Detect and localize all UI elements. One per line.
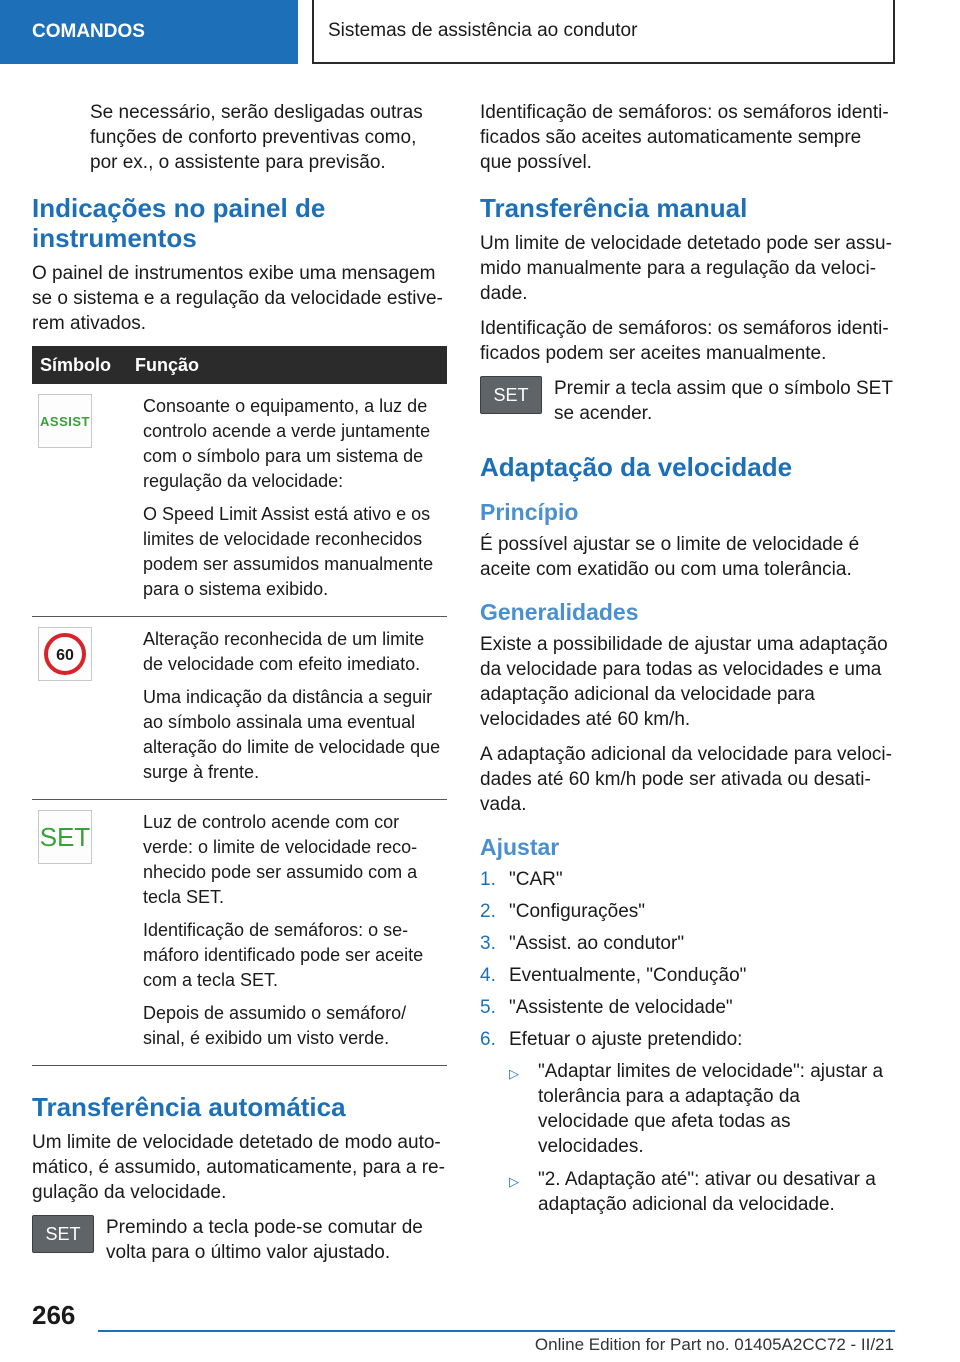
general-paragraph: Existe a possibilidade de ajustar uma adaptação da velocidade para todas as velocidades e uma adaptação adicional da velocidade para velocidades até 60 km/h. [480,634,888,730]
step-text: "Assistente de velocidade" [509,997,733,1018]
assist-indicator-icon [38,394,92,448]
sub-step-text: "Adaptar limites de velocidade": ajustar a tolerância para a adaptação da velocidade que afeta todas as velocidades. [538,1061,884,1157]
heading-adjust: Ajustar [480,834,560,860]
general-paragraph: A adaptação adicional da velocidade para velocidades até 60 km/h pode ser ativada ou desativada. [480,744,892,815]
table-header [32,346,447,384]
sub-list-item [509,1059,895,1159]
set-button-icon [480,376,542,414]
instruments-paragraph: O painel de instrumentos exibe uma mensagem se o sistema e a regulação da velocidade estiverem ativados. [32,263,443,334]
auto-set-text: Premindo a tecla pode-se comutar de volta para o último valor ajustado. [106,1217,423,1263]
triangle-bullet-icon: ▷ [509,1066,519,1081]
symbol-table [32,346,447,1066]
sub-list-item [509,1167,895,1217]
page-number: 266 [32,1300,76,1330]
left-column [32,100,447,1275]
manual-set-instruction [480,376,895,426]
step-number: 2. [480,901,496,922]
table-row [32,617,447,800]
section-tab [0,0,298,64]
assist-symbol-text: ASSIST [40,413,90,429]
list-item [480,963,895,988]
set-button-label: SET [45,1223,81,1244]
list-item [480,899,895,924]
step-text: Efetuar o ajuste pretendido: [509,1029,743,1050]
set-symbol-text: SET [39,821,91,852]
section-title: COMANDOS [32,21,145,42]
manual-set-text: Premir a tecla assim que o símbolo SET se acender. [554,378,893,424]
step-number: 3. [480,933,496,954]
list-item [480,1027,895,1052]
list-item [480,867,895,892]
sub-step-text: "2. Adaptação até": ativar ou desativar a adaptação adicional da velocidade. [538,1169,876,1215]
step-text: Eventualmente, "Condução" [509,965,747,986]
chapter-title: Sistemas de assistência ao condutor [328,20,638,41]
heading-auto-transfer: Transferência automática [32,1092,346,1122]
table-row [32,800,447,1066]
row-text: Depois de assumido o semáforo/ sinal, é exibido um visto verde. [143,1003,407,1048]
step-text: "Configurações" [509,901,646,922]
right-column [480,100,895,1225]
col-symbol-header: Símbolo [40,354,111,375]
step-number: 5. [480,997,496,1018]
row-text: Identificação de semáforos: o semáforo identificado pode ser aceite com a tecla SET. [143,920,424,990]
heading-instruments: Indicações no painel de instrumentos [32,193,326,253]
step-text: "CAR" [509,869,563,890]
set-button-icon [32,1215,94,1253]
intro-paragraph: Se necessário, serão desligadas outras funções de conforto preventivas como, por ex., o assistente para previsão. [90,102,423,173]
step-number: 4. [480,965,496,986]
table-row [32,384,447,617]
traffic-light-paragraph: Identificação de semáforos: os semáforos identificados são aceites automaticamente sempre que possível. [480,102,889,173]
row-text: O Speed Limit Assist está ativo e os limites de velocidade reconhecidos podem ser assumidos manualmente para o sistema exibido. [143,504,434,599]
heading-general: Generalidades [480,599,639,625]
speed-limit-60-icon [38,627,92,681]
set-button-label: SET [493,384,529,405]
row-text: Uma indicação da distância a seguir ao símbolo assinala uma eventual alteração do limite de velocidade que surge à frente. [143,687,441,782]
set-indicator-icon [38,810,92,864]
principle-paragraph: É possível ajustar se o limite de velocidade é aceite com exatidão ou com uma tolerância. [480,534,860,580]
row-text: Consoante o equipamento, a luz de controlo acende a verde juntamente com o símbolo para um sistema de regulação da velocidade: [143,396,431,491]
list-item [480,931,895,956]
heading-manual-transfer: Transferência manual [480,193,748,223]
triangle-bullet-icon: ▷ [509,1174,519,1189]
auto-set-instruction [32,1215,447,1265]
step-number: 6. [480,1029,496,1050]
auto-transfer-paragraph: Um limite de velocidade detetado de modo automático, é assumido, automaticamente, para a regulação da velocidade. [32,1132,445,1203]
chapter-header [312,0,895,64]
adjust-steps [480,867,895,1052]
speed-limit-value: 60 [56,647,74,664]
manual-traffic-paragraph: Identificação de semáforos: os semáforos identificados podem ser aceites manualmente. [480,318,889,364]
heading-speed-adaptation: Adaptação da velocidade [480,452,793,482]
heading-principle: Princípio [480,499,579,525]
edition-note: Online Edition for Part no. 01405A2CC72 - II/21 [534,1335,894,1354]
row-text: Luz de controlo acende com cor verde: o limite de velocidade reconhecido pode ser assumido com a tecla SET. [143,812,418,907]
footer-divider [98,1330,895,1332]
manual-transfer-paragraph: Um limite de velocidade detetado pode ser assumido manualmente para a regulação da velocidade. [480,233,892,304]
step-number: 1. [480,869,496,890]
col-function-header: Função [135,354,200,375]
list-item [480,995,895,1020]
step-text: "Assist. ao condutor" [509,933,685,954]
row-text: Alteração reconhecida de um limite de velocidade com efeito imediato. [143,629,425,674]
